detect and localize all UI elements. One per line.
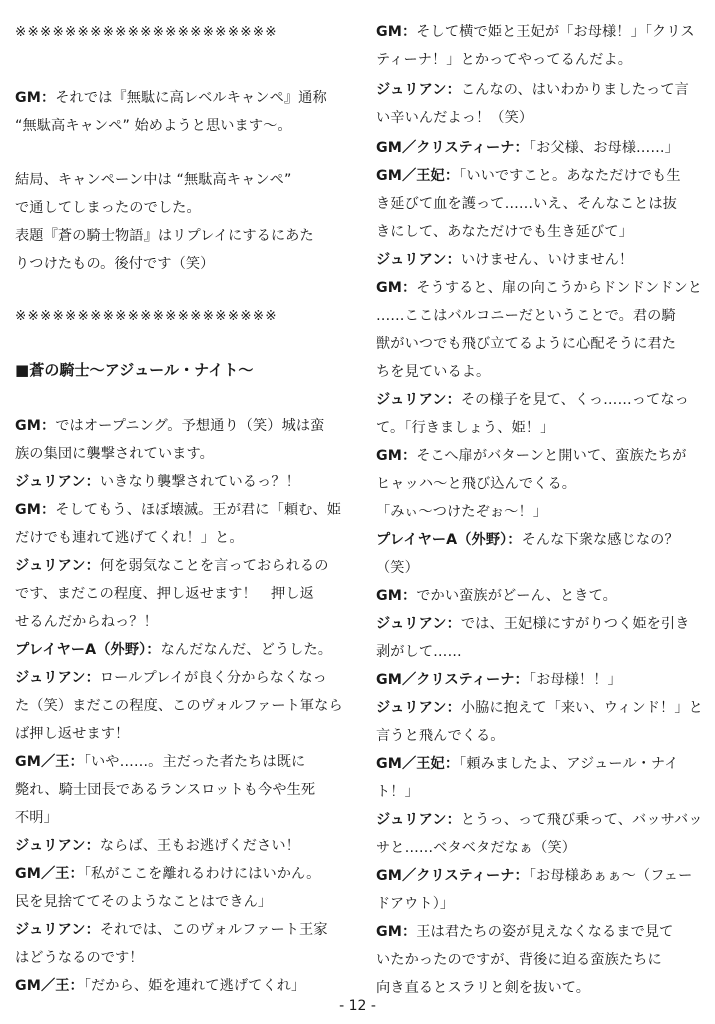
speaker-label: GM／クリスティーナ： xyxy=(376,140,529,156)
text-line xyxy=(376,866,692,886)
text-line: せるんだからねっ？！ xyxy=(15,614,158,630)
text-line xyxy=(15,88,327,108)
speaker-label: GM／王： xyxy=(15,754,84,770)
dialogue-text: ならば、王もお逃げください！ xyxy=(99,838,300,854)
dialogue-text: いけません、いけません！ xyxy=(460,252,634,268)
speaker-label: GM／王： xyxy=(15,978,84,994)
separator-line: ※※※※※※※※※※※※※※※※※※※※※ xyxy=(15,24,278,40)
text-line xyxy=(376,138,679,158)
text-line xyxy=(376,530,679,550)
speaker-label: ジュリアン： xyxy=(376,82,461,98)
text-line: い辛いんだよっ！（笑） xyxy=(376,110,534,126)
dialogue-text: 「頼みましたよ、アジュール・ナイ xyxy=(459,756,679,772)
dialogue-text: 「だから、姫を連れて逃げてくれ」 xyxy=(83,978,306,994)
section-heading: ■蒼の騎士～アジュール・ナイト～ xyxy=(15,361,254,379)
speaker-label: GM／王妃： xyxy=(376,168,460,184)
text-line: サと……ベタベタだなぁ（笑） xyxy=(376,840,577,856)
speaker-label: ジュリアン： xyxy=(15,670,100,686)
dialogue-text: とうっ、って飛び乗って、バッサバッ xyxy=(460,812,703,828)
speaker-label: GM： xyxy=(376,588,417,604)
text-line: ……ここはバルコニーだということで。君の騎 xyxy=(376,308,676,324)
dialogue-text: 小脇に抱えて「来い、ウィンド！」と xyxy=(460,700,703,716)
text-line xyxy=(376,754,679,774)
dialogue-text: 何を弱気なことを言っておられるの xyxy=(99,558,329,574)
speaker-label: GM／王妃： xyxy=(376,756,460,772)
dialogue-text: なんだなんだ、どうした。 xyxy=(160,642,333,658)
text-line xyxy=(15,472,300,492)
dialogue-text: ではオープニング。予想通り（笑）城は蛮 xyxy=(55,418,325,434)
text-line: です、まだこの程度、押し返せます！ 押し返 xyxy=(15,586,314,602)
dialogue-text: 「私がここを離れるわけにはいかん。 xyxy=(83,866,321,882)
text-line: ちを見ているよ。 xyxy=(376,364,491,380)
text-line: きにして、あなただけでも生き延びて」 xyxy=(376,224,633,240)
text-line: いたかったのですが、背後に迫る蛮族たちに xyxy=(376,952,662,968)
text-line: た（笑）まだこの程度、このヴォルファート軍なら xyxy=(15,698,343,714)
dialogue-text: 「いいですこと。あなただけでも生 xyxy=(459,168,681,184)
dialogue-text: 「お母様あぁぁ～（フェー xyxy=(528,868,693,884)
text-line: だけでも連れて逃げてくれ！」と。 xyxy=(15,530,244,546)
text-line xyxy=(376,586,617,606)
text-line xyxy=(376,922,673,942)
text-line: 族の集団に襲撃されています。 xyxy=(15,446,214,462)
dialogue-text: 「お父様、お母様……」 xyxy=(528,140,679,156)
dialogue-text: そんな下衆な感じなの？ xyxy=(521,532,679,548)
dialogue-text: でかい蛮族がどーん、ときて。 xyxy=(416,588,617,604)
speaker-label: ジュリアン： xyxy=(376,812,461,828)
text-line: て。「行きましょう、姫！」 xyxy=(376,420,555,436)
text-line: き延びて血を護って……いえ、そんなことは抜 xyxy=(376,196,677,212)
text-line: で通してしまったのでした。 xyxy=(15,200,201,216)
speaker-label: ジュリアン： xyxy=(15,558,100,574)
speaker-label: ジュリアン： xyxy=(376,700,461,716)
dialogue-text: こんなの、はいわかりましたって言 xyxy=(460,82,689,98)
speaker-label: GM： xyxy=(376,924,417,940)
dialogue-text: そうすると、扉の向こうからドンドンドンと xyxy=(416,280,703,296)
dialogue-text: そこへ扉がバターンと開いて、蛮族たちが xyxy=(416,448,687,464)
page-number: - 12 - xyxy=(339,998,376,1014)
text-line: 斃れ、騎士団長であるランスロットも今や生死 xyxy=(15,782,316,798)
dialogue-text: 「いや……。主だった者たちは既に xyxy=(83,754,306,770)
text-line xyxy=(15,640,332,660)
text-line: 言うと飛んでくる。 xyxy=(376,728,505,744)
text-line xyxy=(376,614,689,634)
text-line xyxy=(15,920,328,940)
speaker-label: ジュリアン： xyxy=(376,252,461,268)
text-line xyxy=(15,500,341,520)
text-line xyxy=(376,446,687,466)
text-line: 不明」 xyxy=(15,810,58,826)
text-line: 「みぃ～つけたぞぉ～！」 xyxy=(376,504,548,520)
text-line xyxy=(376,698,703,718)
text-line: ば押し返せます！ xyxy=(15,726,130,742)
text-line: 獣がいつでも飛び立てるように心配そうに君た xyxy=(376,336,677,352)
text-line: ト！」 xyxy=(376,784,419,800)
speaker-label: GM： xyxy=(376,448,417,464)
speaker-label: ジュリアン： xyxy=(15,922,100,938)
text-line: はどうなるのです！ xyxy=(15,950,144,966)
dialogue-text: そして横で姫と王妃が「お母様！」「クリス xyxy=(416,24,695,40)
text-line: ドアウト）」 xyxy=(376,896,455,912)
dialogue-text: 王は君たちの姿が見えなくなるまで見て xyxy=(416,924,674,940)
speaker-label: GM： xyxy=(376,24,417,40)
dialogue-text: それでは『無駄に高レベルキャンペ』通称 xyxy=(55,90,327,106)
text-line xyxy=(15,416,324,436)
dialogue-text: 「お母様！！」 xyxy=(528,672,622,688)
speaker-label: GM／クリスティーナ： xyxy=(376,672,529,688)
text-line: “無駄高キャンペ” 始めようと思います～。 xyxy=(15,118,292,134)
text-line xyxy=(15,836,300,856)
text-line xyxy=(376,22,695,42)
text-line xyxy=(376,80,689,100)
text-line xyxy=(376,278,702,298)
speaker-label: ジュリアン： xyxy=(376,616,461,632)
text-line: 結局、キャンペーン中は “無駄高キャンペ” xyxy=(15,172,292,188)
speaker-label: ジュリアン： xyxy=(15,474,100,490)
text-line xyxy=(15,976,305,996)
text-line: 剥がして…… xyxy=(376,644,462,660)
dialogue-text: いきなり襲撃されているっ？！ xyxy=(99,474,300,490)
dialogue-text: ロールプレイが良く分からなくなっ xyxy=(99,670,327,686)
speaker-label: プレイヤーA（外野）： xyxy=(376,532,522,548)
text-line: 向き直るとスラリと剣を抜いて。 xyxy=(376,980,591,996)
text-line: りつけたもの。後付です（笑） xyxy=(15,256,215,272)
speaker-label: GM／王： xyxy=(15,866,84,882)
text-line: ティーナ！」とかってやってるんだよ。 xyxy=(376,52,633,68)
speaker-label: ジュリアン： xyxy=(376,392,461,408)
separator-line: ※※※※※※※※※※※※※※※※※※※※※ xyxy=(15,308,278,324)
speaker-label: GM： xyxy=(15,418,56,434)
dialogue-text: それでは、このヴォルファート王家 xyxy=(99,922,328,938)
dialogue-text: その様子を見て、くっ……ってなっ xyxy=(460,392,689,408)
speaker-label: GM： xyxy=(15,502,56,518)
text-line xyxy=(376,250,633,270)
speaker-label: GM／クリスティーナ： xyxy=(376,868,529,884)
speaker-label: ジュリアン： xyxy=(15,838,100,854)
text-line: 民を見捨ててそのようなことはできん」 xyxy=(15,894,273,910)
text-line xyxy=(15,556,328,576)
text-line xyxy=(15,864,320,884)
speaker-label: プレイヤーA（外野）： xyxy=(15,642,161,658)
speaker-label: GM： xyxy=(376,280,417,296)
text-line xyxy=(15,668,327,688)
text-line xyxy=(376,390,689,410)
speaker-label: GM： xyxy=(15,90,56,106)
text-line: （笑） xyxy=(376,560,419,576)
text-line xyxy=(15,752,305,772)
text-line xyxy=(376,670,622,690)
text-line: 表題『蒼の騎士物語』はリプレイにするにあた xyxy=(15,228,314,244)
text-line xyxy=(376,810,703,830)
text-line xyxy=(376,166,681,186)
text-line: ヒャッハ～と飛び込んでくる。 xyxy=(376,476,577,492)
dialogue-text: では、王妃様にすがりつく姫を引き xyxy=(460,616,690,632)
dialogue-text: そしてもう、ほぼ壊滅。王が君に「頼む、姫 xyxy=(55,502,342,518)
